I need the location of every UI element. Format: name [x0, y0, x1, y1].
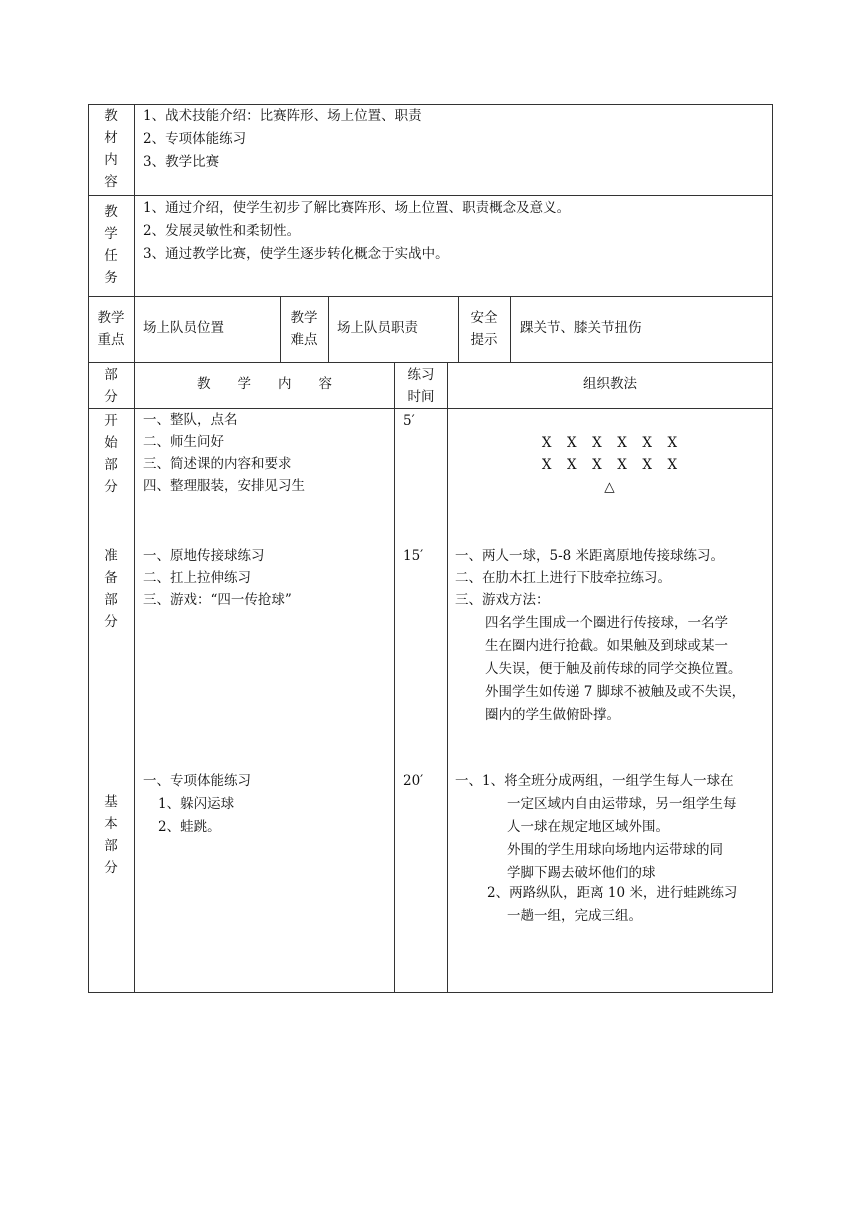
label-char: 分 — [104, 614, 118, 630]
safety-value: 踝关节、膝关节扭伤 — [520, 320, 642, 336]
method-line: 一、两人一球，5-8 米距离原地传接球练习。 — [455, 548, 725, 564]
label-text: 时间 — [407, 389, 435, 405]
label-char: 开 — [104, 413, 118, 429]
time-header — [395, 364, 447, 408]
task-line: 1、通过介绍，使学生初步了解比赛阵形、场上位置、职责概念及意义。 — [143, 200, 571, 216]
content-line: 2、蛙跳。 — [158, 819, 221, 835]
basic-section-content — [158, 793, 234, 839]
content-header: 教 学 内 容 — [197, 376, 332, 392]
basic-method-paragraph-2 — [507, 905, 642, 928]
task-line: 3、通过教学比赛，使学生逐步转化概念于实战中。 — [143, 246, 449, 262]
content-line: 二、师生问好 — [143, 434, 224, 450]
method-line: 一定区域内自由运带球，另一组学生每 — [507, 796, 737, 812]
method-line: 二、在肋木扛上进行下肢牵拉练习。 — [455, 570, 671, 586]
label-char: 容 — [104, 174, 118, 190]
part-header — [88, 364, 134, 408]
basic-method-paragraph-1 — [507, 793, 737, 885]
label-text: 教学 — [290, 310, 318, 326]
label-char: 教 — [104, 108, 118, 124]
method-header: 组织教法 — [583, 376, 637, 392]
method-line: 外围的学生用球向场地内运带球的同 — [507, 842, 723, 858]
method-line: 圈内的学生做俯卧撑。 — [485, 707, 620, 723]
label-char: 部 — [104, 367, 118, 383]
method-line: 外围学生如传递 7 脚球不被触及或不失误， — [485, 684, 746, 700]
start-section-time: 5′ — [403, 413, 415, 429]
basic-section-label — [88, 791, 134, 879]
label-char: 教 — [104, 204, 118, 220]
formation-diagram — [448, 432, 772, 498]
start-section-label — [88, 410, 134, 498]
content-line: 一、原地传接球练习 — [143, 548, 265, 564]
label-char: 部 — [104, 838, 118, 854]
prep-method-lines — [455, 545, 724, 611]
method-line: 四名学生围成一个圈进行传接球，一名学 — [485, 615, 728, 631]
label-char: 部 — [104, 592, 118, 608]
focus-label — [88, 307, 134, 351]
label-text: 练习 — [407, 367, 435, 383]
method-line: 学脚下踢去破坏他们的球 — [507, 865, 656, 881]
prep-section-time: 15′ — [403, 548, 424, 564]
teaching-task-label — [88, 201, 134, 289]
material-line: 3、教学比赛 — [143, 154, 220, 170]
basic-method-first: 一、1、将全班分成两组，一组学生每人一球在 — [455, 773, 734, 789]
basic-content-heading: 一、专项体能练习 — [143, 773, 251, 789]
label-char: 材 — [104, 130, 118, 146]
label-char: 务 — [104, 270, 118, 286]
content-line: 二、扛上拉伸练习 — [143, 570, 251, 586]
formation-row: X X X X X X — [541, 435, 679, 451]
focus-value: 场上队员位置 — [143, 320, 224, 336]
label-char: 始 — [104, 435, 118, 451]
label-char: 分 — [104, 479, 118, 495]
content-line: 三、游戏：“四一传抢球” — [143, 592, 292, 608]
row-divider — [88, 296, 773, 297]
method-line: 生在圈内进行抢截。如果触及到球或某一 — [485, 638, 728, 654]
col-divider — [510, 296, 511, 362]
difficulty-value: 场上队员职责 — [337, 320, 418, 336]
basic-section-time: 20′ — [403, 773, 424, 789]
label-char: 分 — [104, 389, 118, 405]
label-char: 任 — [104, 248, 118, 264]
row-divider — [88, 195, 773, 196]
label-char: 准 — [104, 548, 118, 564]
content-line: 1、躲闪运球 — [158, 796, 235, 812]
formation-row: X X X X X X — [541, 457, 679, 473]
label-text: 难点 — [290, 332, 318, 348]
basic-method-second: 2、两路纵队，距离 10 米，进行蛙跳练习 — [487, 885, 738, 901]
col-divider — [328, 296, 329, 362]
label-text: 重点 — [97, 332, 125, 348]
teaching-material-label — [88, 105, 134, 193]
method-line: 人失误，便于触及前传球的同学交换位置。 — [485, 661, 742, 677]
teaching-material-content — [143, 105, 422, 174]
prep-method-paragraph — [485, 612, 745, 727]
content-line: 三、简述课的内容和要求 — [143, 456, 292, 472]
prep-section-label — [88, 545, 134, 633]
method-line: 一趟一组，完成三组。 — [507, 908, 642, 924]
prep-section-content — [143, 545, 292, 611]
col-divider — [134, 104, 135, 993]
label-text: 安全 — [470, 310, 498, 326]
task-line: 2、发展灵敏性和柔韧性。 — [143, 223, 301, 239]
method-line: 三、游戏方法： — [455, 592, 550, 608]
label-char: 本 — [104, 816, 118, 832]
content-line: 一、整队，点名 — [143, 412, 238, 428]
label-char: 分 — [104, 860, 118, 876]
label-text: 教学 — [97, 310, 125, 326]
material-line: 1、战术技能介绍：比赛阵形、场上位置、职责 — [143, 108, 422, 124]
method-line: 人一球在规定地区域外围。 — [507, 819, 669, 835]
teaching-task-content — [143, 197, 570, 266]
material-line: 2、专项体能练习 — [143, 131, 247, 147]
content-line: 四、整理服装，安排见习生 — [143, 478, 305, 494]
label-char: 学 — [104, 226, 118, 242]
col-divider — [458, 296, 459, 362]
label-char: 基 — [104, 794, 118, 810]
label-char: 内 — [104, 152, 118, 168]
row-divider — [88, 362, 773, 363]
safety-label — [461, 307, 507, 351]
col-divider — [394, 362, 395, 993]
label-char: 备 — [104, 570, 118, 586]
label-text: 提示 — [470, 332, 498, 348]
teacher-marker: △ — [604, 479, 616, 495]
label-char: 部 — [104, 457, 118, 473]
difficulty-label — [281, 307, 327, 351]
start-section-content — [143, 409, 305, 497]
